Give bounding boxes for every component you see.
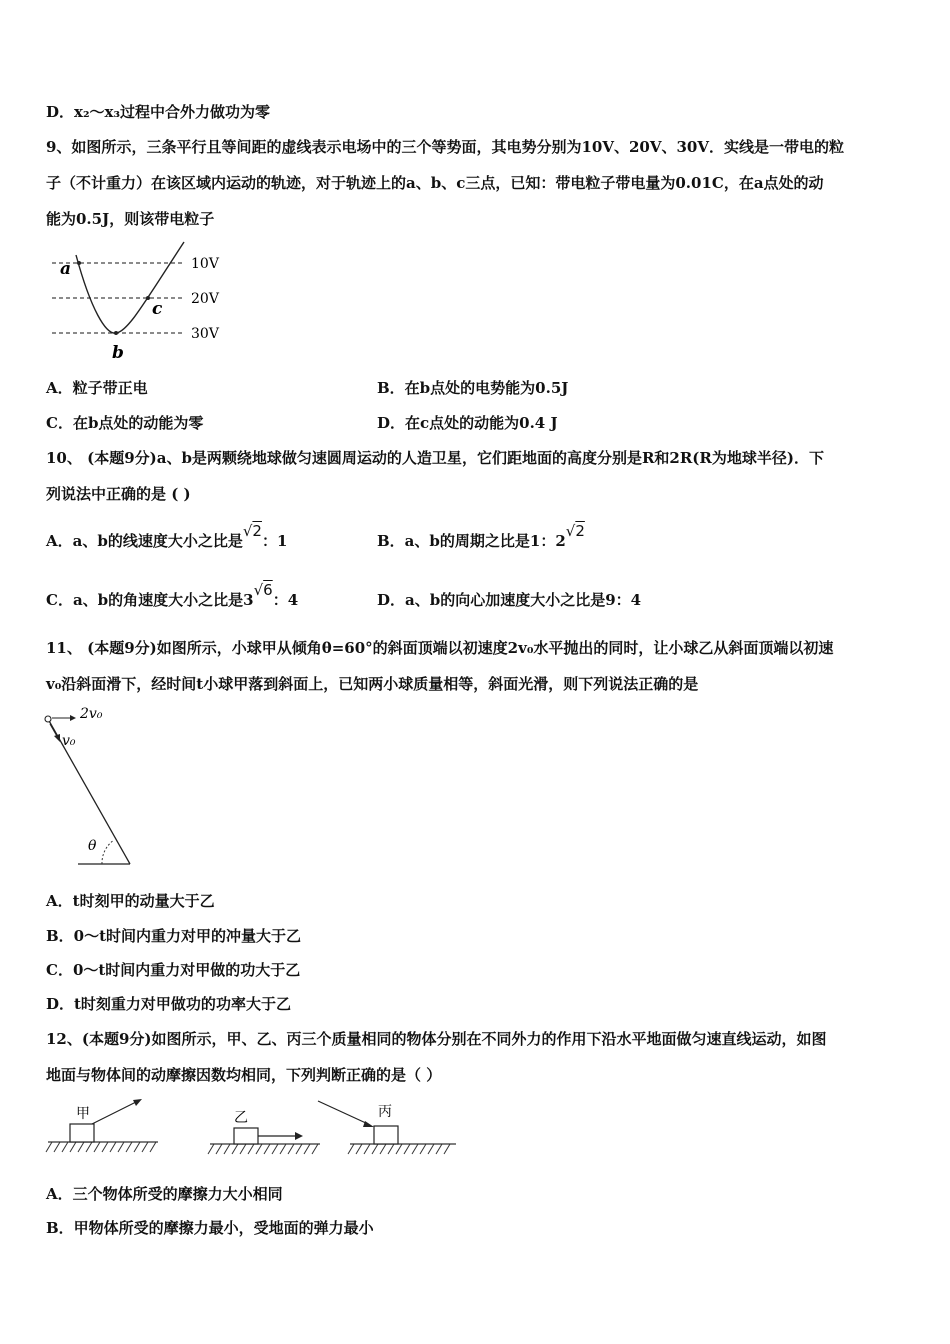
label-20v: 20V: [191, 291, 219, 307]
label-v0: v₀: [62, 733, 76, 749]
q10-stem-line-2: 列说法中正确的是 ( ): [46, 485, 191, 503]
label-jia: 甲: [76, 1106, 90, 1122]
label-30v: 30V: [191, 326, 219, 342]
q9-option-a: A．粒子带正电: [46, 379, 148, 397]
label-bing: 丙: [378, 1104, 392, 1120]
q11-option-b: B．0～t时间内重力对甲的冲量大于乙: [46, 927, 302, 945]
q10-option-c: C．a、b的角速度大小之比是3√6：4: [46, 581, 299, 609]
q10-stem-line-1: 10、 (本题9分)a、b是两颗绕地球做匀速圆周运动的人造卫星，它们距地面的高度分别是R和2R(R为地球半径)．下: [46, 449, 824, 467]
q8-option-d: D．x₂～x₃过程中合外力做功为零: [46, 103, 271, 121]
q11-option-c: C．0～t时间内重力对甲做的功大于乙: [46, 961, 301, 979]
q11-option-a: A．t时刻甲的动量大于乙: [46, 892, 215, 910]
q9-stem-line-2: 子（不计重力）在该区域内运动的轨迹，对于轨迹上的a、b、c三点，已知：带电粒子带电量为0.01C，在a点处的动: [46, 174, 824, 192]
q9-option-d: D．在c点处的动能为0.4 J: [377, 414, 558, 432]
q12-option-b: B．甲物体所受的摩擦力最小，受地面的弹力最小: [46, 1219, 374, 1237]
q12-stem-line-2: 地面与物体间的动摩擦因数均相同，下列判断正确的是（ ）: [46, 1066, 442, 1084]
q12-option-a: A．三个物体所受的摩擦力大小相同: [46, 1185, 283, 1203]
q12-blocks-figure: [44, 1092, 459, 1162]
point-a-label: a: [60, 259, 72, 279]
q9-option-c: C．在b点处的动能为零: [46, 414, 204, 432]
q10-option-d: D．a、b的向心加速度大小之比是9：4: [377, 591, 642, 609]
point-b-label: b: [112, 343, 124, 363]
label-theta: θ: [88, 838, 97, 854]
block-bing: [374, 1126, 398, 1144]
q11-incline-figure: [40, 702, 140, 872]
angle-arc: [102, 840, 114, 864]
q9-stem-line-1: 9、如图所示，三条平行且等间距的虚线表示电场中的三个等势面，其电势分别为10V、20V、30V．实线是一带电的粒: [46, 138, 844, 156]
q11-stem-line-2: v₀沿斜面滑下，经时间t小球甲落到斜面上，已知两小球质量相等，斜面光滑，则下列说法正确的是: [46, 675, 699, 693]
block-yi: [234, 1128, 258, 1144]
q10-option-a: A．a、b的线速度大小之比是√2：1: [46, 522, 288, 550]
block-jia: [70, 1124, 94, 1142]
q12-stem-line-1: 12、(本题9分)如图所示，甲、乙、丙三个质量相同的物体分别在不同外力的作用下沿水平地面做匀速直线运动，如图: [46, 1030, 827, 1048]
q9-equipotential-figure: [46, 240, 236, 365]
force-arrow-bing: [318, 1101, 368, 1124]
q11-stem-line-1: 11、 (本题9分)如图所示，小球甲从倾角θ=60°的斜面顶端以初速度2v₀水平抛出的同时，让小球乙从斜面顶端以初速: [46, 639, 834, 657]
label-yi: 乙: [234, 1110, 248, 1126]
ball-icon: [45, 716, 51, 722]
point-c-label: c: [152, 299, 163, 319]
q9-stem-line-3: 能为0.5J，则该带电粒子: [46, 210, 215, 228]
label-2v0: 2v₀: [80, 706, 103, 722]
particle-trajectory: [76, 242, 184, 333]
q11-option-d: D．t时刻重力对甲做功的功率大于乙: [46, 995, 291, 1013]
q10-option-b: B．a、b的周期之比是1：2√2: [377, 522, 585, 550]
label-10v: 10V: [191, 256, 219, 272]
force-arrow-jia: [92, 1102, 136, 1124]
q9-option-b: B．在b点处的电势能为0.5J: [377, 379, 569, 397]
